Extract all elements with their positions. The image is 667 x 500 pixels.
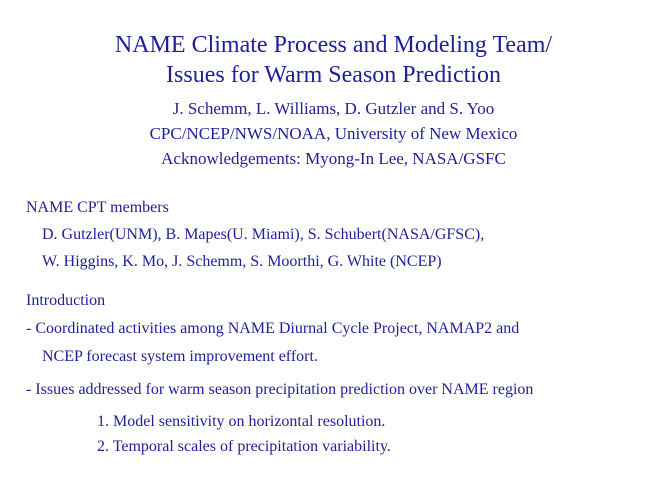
title-line-1: NAME Climate Process and Modeling Team/ [114,32,553,58]
intro-bullet-1-line-1: - Coordinated activities among NAME Diurnal Cycle Project, NAMAP2 and [26,320,520,337]
intro-heading: Introduction [26,292,106,309]
affiliation: CPC/NCEP/NWS/NOAA, University of New Mexico [149,124,518,143]
members-line-2: W. Higgins, K. Mo, J. Schemm, S. Moorthi, G. White (NCEP) [42,253,442,270]
authors: J. Schemm, L. Williams, D. Gutzler and S. Yoo [172,99,495,118]
intro-item-1: 1. Model sensitivity on horizontal resolution. [97,413,386,430]
title-line-2: Issues for Warm Season Prediction [166,62,501,88]
intro-bullet-2: - Issues addressed for warm season precipitation prediction over NAME region [26,381,534,398]
members-line-1: D. Gutzler(UNM), B. Mapes(U. Miami), S. Schubert(NASA/GFSC), [42,226,485,243]
members-heading: NAME CPT members [26,199,169,216]
acknowledgements: Acknowledgements: Myong-In Lee, NASA/GSFC [161,149,506,168]
intro-bullet-1-line-2: NCEP forecast system improvement effort. [42,348,318,365]
intro-item-2: 2. Temporal scales of precipitation variability. [97,438,391,455]
slide-title [0,30,667,90]
